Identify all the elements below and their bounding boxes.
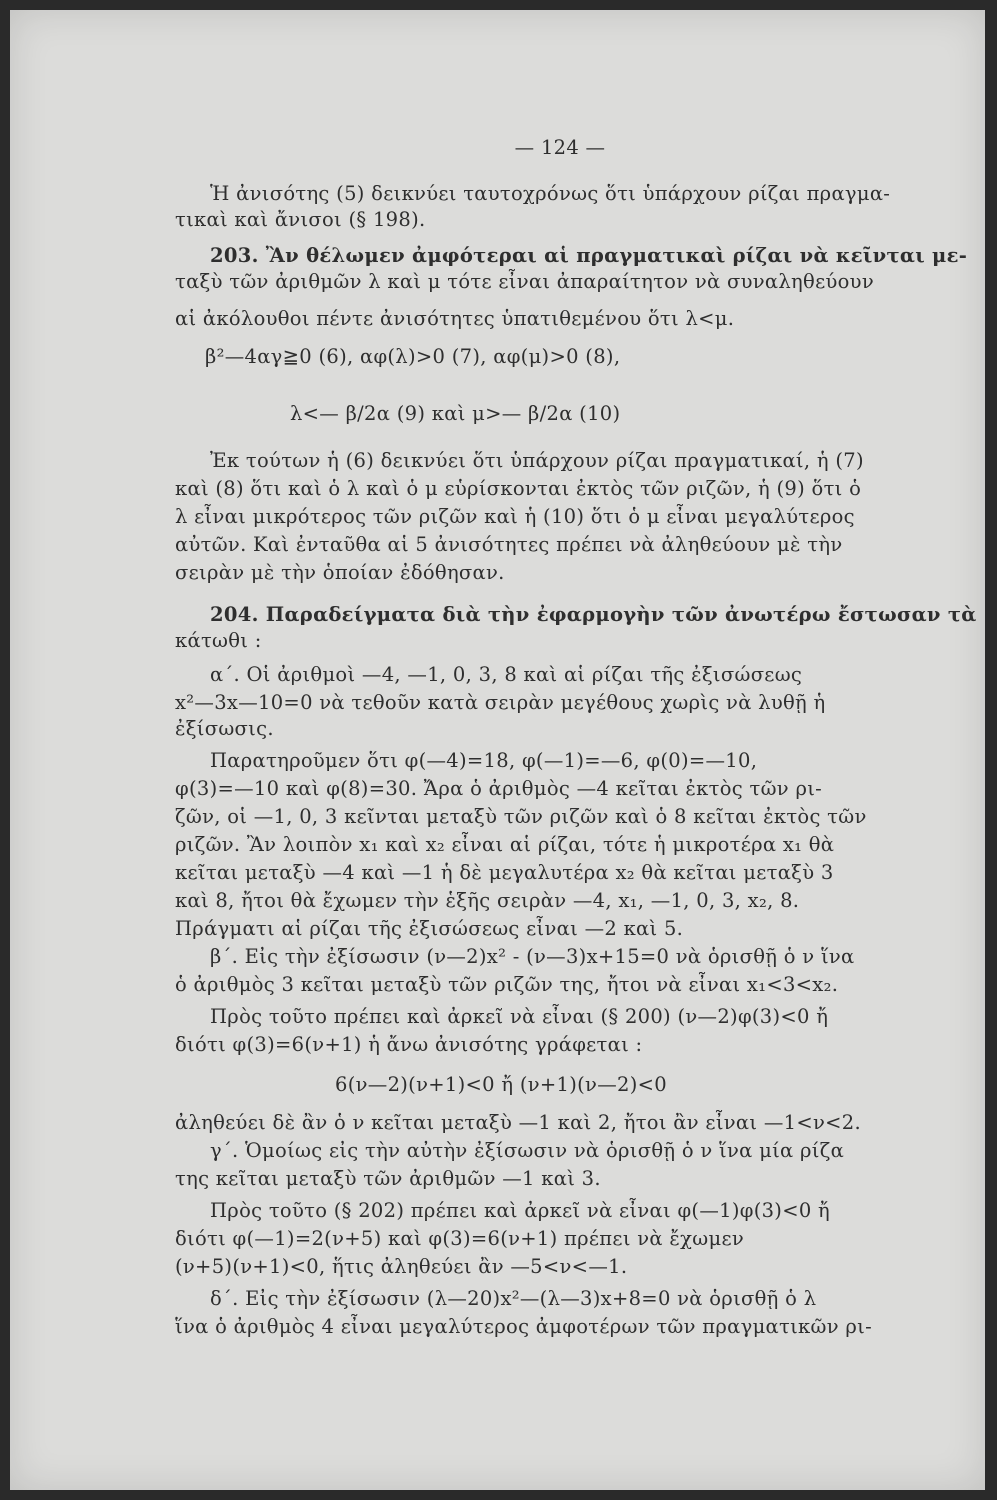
page-number: — 124 —: [514, 136, 606, 159]
text-line: διότι φ(3)=6(ν+1) ἡ ἄνω ἀνισότης γράφεται :: [175, 1033, 643, 1056]
text-line: τικαὶ καὶ ἄνισοι (§ 198).: [175, 208, 426, 231]
text-line: δ΄. Εἰς τὴν ἐξίσωσιν (λ—20)x²—(λ—3)x+8=0 νὰ ὁρισθῇ ὁ λ: [210, 1287, 817, 1310]
text-line: Πράγματι αἱ ρίζαι τῆς ἐξισώσεως εἶναι —2 καὶ 5.: [175, 917, 684, 940]
formula-line: λ<— β/2α (9) καὶ μ>— β/2α (10): [290, 402, 621, 425]
text-line: Πρὸς τοῦτο (§ 202) πρέπει καὶ ἀρκεῖ νὰ εἶναι φ(—1)φ(3)<0 ἤ: [210, 1199, 831, 1222]
text-line: α΄. Οἱ ἀριθμοὶ —4, —1, 0, 3, 8 καὶ αἱ ρίζαι τῆς ἐξισώσεως: [210, 663, 803, 686]
text-line: ὁ ἀριθμὸς 3 κεῖται μεταξὺ τῶν ριζῶν της, ἤτοι νὰ εἶναι x₁<3<x₂.: [175, 973, 839, 996]
text-line: ἵνα ὁ ἀριθμὸς 4 εἶναι μεγαλύτερος ἀμφοτέρων τῶν πραγματικῶν ρι-: [175, 1315, 873, 1338]
text-line: διότι φ(—1)=2(ν+5) καὶ φ(3)=6(ν+1) πρέπει νὰ ἔχωμεν: [175, 1227, 745, 1250]
text-line: ἀληθεύει δὲ ἂν ὁ ν κεῖται μεταξὺ —1 καὶ 2, ἤτοι ἂν εἶναι —1<ν<2.: [175, 1111, 861, 1134]
text-line: καὶ (8) ὅτι καὶ ὁ λ καὶ ὁ μ εὑρίσκονται ἐκτὸς τῶν ριζῶν, ἡ (9) ὅτι ὁ: [175, 477, 862, 500]
text-line: Πρὸς τοῦτο πρέπει καὶ ἀρκεῖ νὰ εἶναι (§ 200) (ν—2)φ(3)<0 ἤ: [210, 1005, 829, 1028]
text-line: καὶ 8, ἤτοι θὰ ἔχωμεν τὴν ἑξῆς σειρὰν —4, x₁, —1, 0, 3, x₂, 8.: [175, 889, 800, 912]
formula-line: β²—4αγ≧0 (6), αφ(λ)>0 (7), αφ(μ)>0 (8),: [205, 345, 621, 368]
text-line: (ν+5)(ν+1)<0, ἥτις ἀληθεύει ἂν —5<ν<—1.: [175, 1255, 628, 1278]
text-line: κεῖται μεταξὺ —4 καὶ —1 ἡ δὲ μεγαλυτέρα x₂ θὰ κεῖται μεταξὺ 3: [175, 861, 834, 884]
text-line: Παρατηροῦμεν ὅτι φ(—4)=18, φ(—1)=—6, φ(0)=—10,: [210, 749, 758, 772]
section-204-line: 204. Παραδείγματα διὰ τὴν ἐφαρμογὴν τῶν ἀνωτέρω ἔστωσαν τὰ: [210, 603, 977, 626]
text-line: Ἐκ τούτων ἡ (6) δεικνύει ὅτι ὑπάρχουν ρίζαι πραγματικαί, ἡ (7): [210, 449, 864, 472]
text-line: γ΄. Ὁμοίως εἰς τὴν αὐτὴν ἐξίσωσιν νὰ ὁρισθῇ ὁ ν ἵνα μία ρίζα: [210, 1139, 845, 1162]
text-line: της κεῖται μεταξὺ τῶν ἀριθμῶν —1 καὶ 3.: [175, 1167, 601, 1190]
text-line: λ εἶναι μικρότερος τῶν ριζῶν καὶ ἡ (10) ὅτι ὁ μ εἶναι μεγαλύτερος: [175, 505, 855, 528]
text-line: αὐτῶν. Καὶ ἐνταῦθα αἱ 5 ἀνισότητες πρέπει νὰ ἀληθεύουν μὲ τὴν: [175, 533, 843, 556]
book-page: [10, 10, 985, 1490]
text-line: Ἡ ἀνισότης (5) δεικνύει ταυτοχρόνως ὅτι ὑπάρχουν ρίζαι πραγμα-: [210, 182, 891, 205]
text-line: ζῶν, οἱ —1, 0, 3 κεῖνται μεταξὺ τῶν ριζῶν καὶ ὁ 8 κεῖται ἐκτὸς τῶν: [175, 805, 867, 828]
formula-line: 6(ν—2)(ν+1)<0 ἤ (ν+1)(ν—2)<0: [335, 1073, 667, 1096]
text-line: σειρὰν μὲ τὴν ὁποίαν ἐδόθησαν.: [175, 561, 505, 584]
text-line: ταξὺ τῶν ἀριθμῶν λ καὶ μ τότε εἶναι ἀπαραίτητον νὰ συναληθεύουν: [175, 270, 874, 293]
text-line: ἐξίσωσις.: [175, 717, 274, 740]
text-line: φ(3)=—10 καὶ φ(8)=30. Ἄρα ὁ ἀριθμὸς —4 κεῖται ἐκτὸς τῶν ρι-: [175, 777, 823, 800]
text-line: αἱ ἀκόλουθοι πέντε ἀνισότητες ὑπατιθεμένου ὅτι λ<μ.: [175, 307, 735, 330]
text-line: κάτωθι :: [175, 629, 262, 652]
text-line: ριζῶν. Ἂν λοιπὸν x₁ καὶ x₂ εἶναι αἱ ρίζαι, τότε ἡ μικροτέρα x₁ θὰ: [175, 833, 835, 856]
section-203-line: 203. Ἂν θέλωμεν ἀμφότεραι αἱ πραγματικαὶ ρίζαι νὰ κεῖνται με-: [210, 244, 968, 267]
text-line: β΄. Εἰς τὴν ἐξίσωσιν (ν—2)x² - (ν—3)x+15=0 νὰ ὁρισθῇ ὁ ν ἵνα: [210, 945, 855, 968]
text-line: x²—3x—10=0 νὰ τεθοῦν κατὰ σειρὰν μεγέθους χωρὶς νὰ λυθῇ ἡ: [175, 691, 826, 714]
